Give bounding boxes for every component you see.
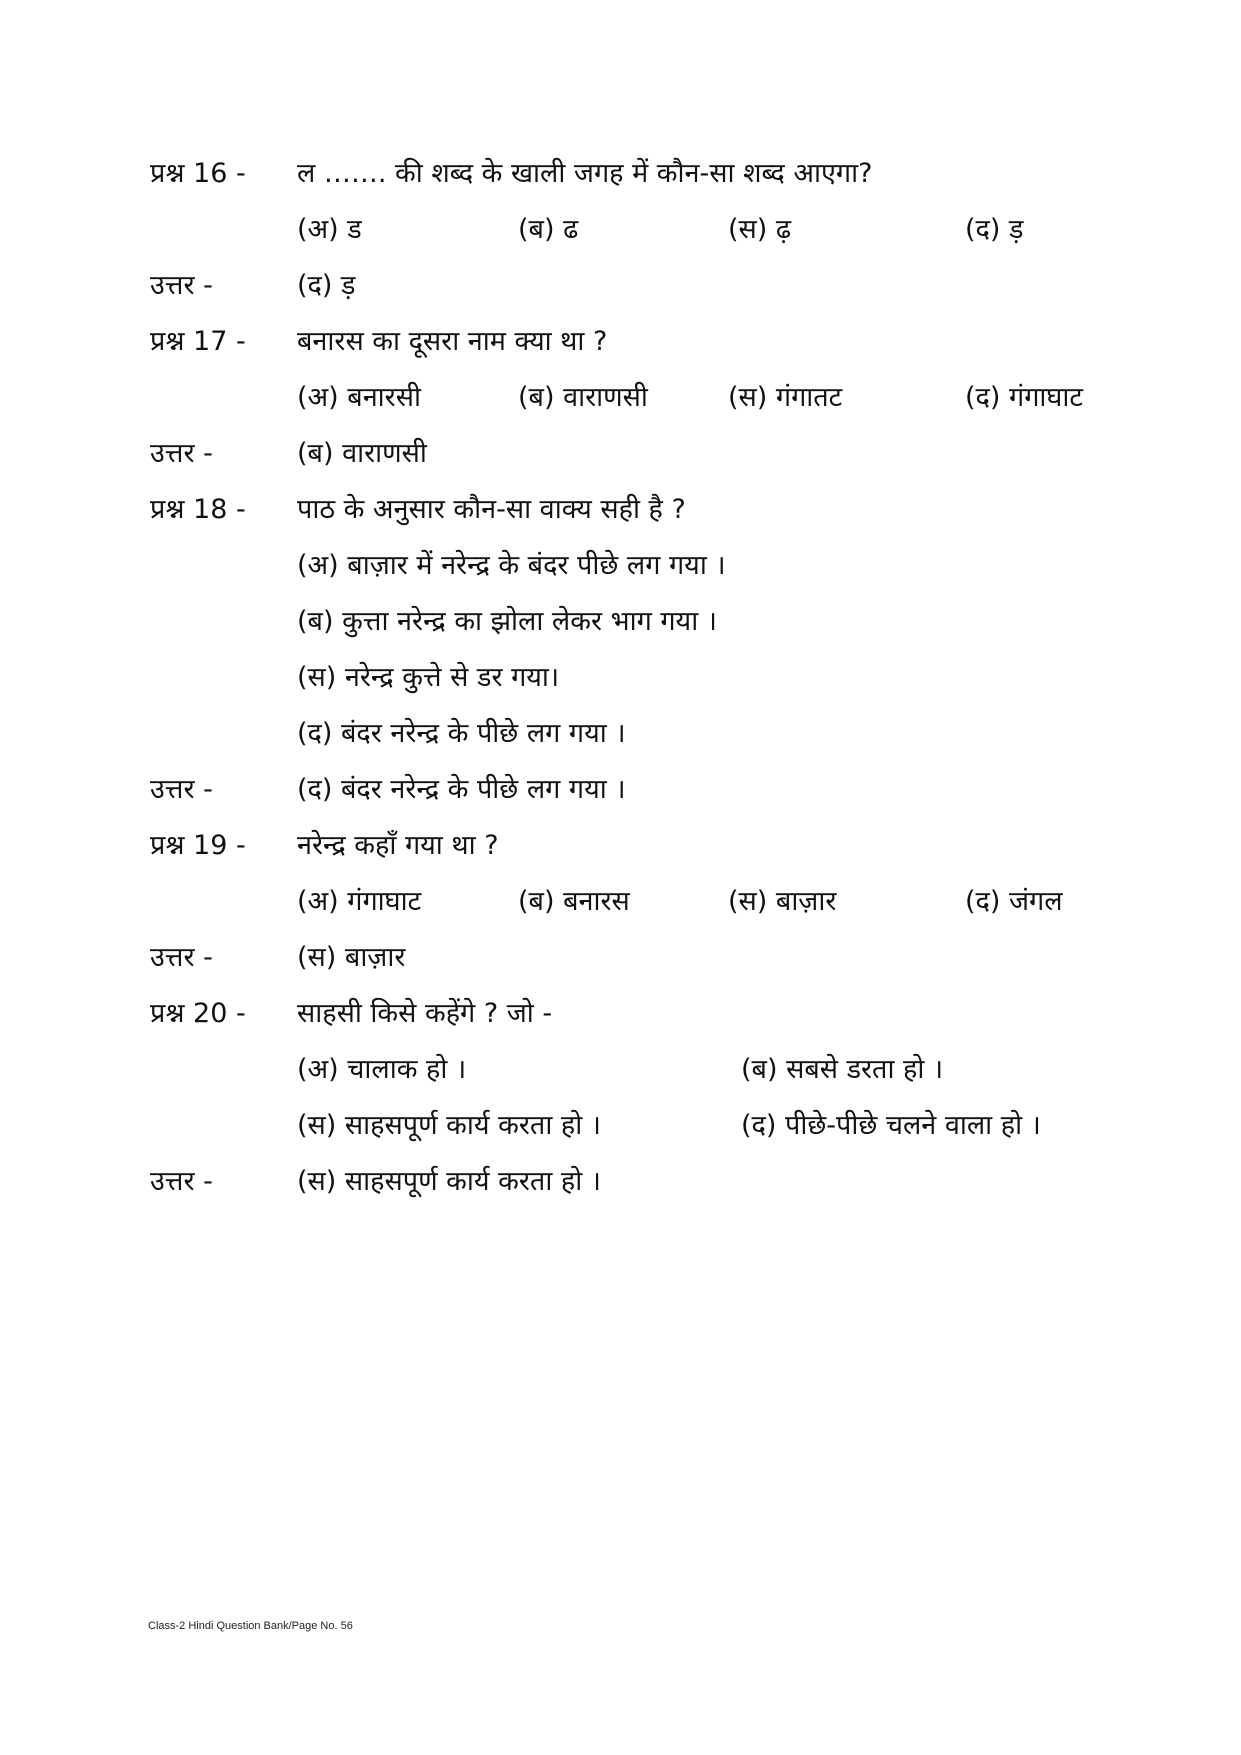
answer-label: उत्तर - [150,270,213,301]
question-text: साहसी किसे कहेंगे ? जो - [297,998,553,1029]
option-a: (अ) चालाक हो । [297,1054,467,1085]
question-text: पाठ के अनुसार कौन-सा वाक्य सही है ? [297,494,686,525]
option-a: (अ) बनारसी [297,382,421,413]
option-b: (ब) कुत्ता नरेन्द्र का झोला लेकर भाग गया । [297,606,718,637]
question-label: प्रश्न 17 - [150,326,246,357]
option-d: (द) जंगल [965,886,1063,917]
option-c: (स) नरेन्द्र कुत्ते से डर गया। [297,662,560,693]
question-17 [0,314,1241,370]
option-a: (अ) गंगाघाट [297,886,422,917]
option-d: (द) पीछे-पीछे चलने वाला हो । [741,1110,1041,1141]
options-row [0,1042,1241,1098]
option-row [0,538,1241,594]
options-row [0,1098,1241,1154]
option-b: (ब) सबसे डरता हो । [741,1054,944,1085]
answer-18 [0,762,1241,818]
option-c: (स) गंगातट [728,382,843,413]
answer-label: उत्तर - [150,1166,213,1197]
option-c: (स) ढ़ [728,214,792,245]
question-20 [0,986,1241,1042]
answer-16 [0,258,1241,314]
option-d: (द) बंदर नरेन्द्र के पीछे लग गया । [297,718,626,749]
option-a: (अ) ड [297,214,362,245]
option-row [0,706,1241,762]
option-a: (अ) बाज़ार में नरेन्द्र के बंदर पीछे लग गया । [297,550,726,581]
question-19 [0,818,1241,874]
options-row [0,874,1241,930]
answer-20 [0,1154,1241,1210]
option-row [0,594,1241,650]
option-d: (द) गंगाघाट [965,382,1083,413]
question-label: प्रश्न 20 - [150,998,246,1029]
answer-text: (स) साहसपूर्ण कार्य करता हो । [297,1166,602,1197]
answer-text: (द) बंदर नरेन्द्र के पीछे लग गया । [297,774,626,805]
answer-label: उत्तर - [150,774,213,805]
question-16 [0,146,1241,202]
option-c: (स) साहसपूर्ण कार्य करता हो । [297,1110,602,1141]
options-row [0,370,1241,426]
option-b: (ब) ढ [518,214,579,245]
answer-text: (स) बाज़ार [297,942,406,973]
answer-label: उत्तर - [150,942,213,973]
question-text: नरेन्द्र कहाँ गया था ? [297,830,499,861]
option-b: (ब) वाराणसी [518,382,648,413]
option-row [0,650,1241,706]
answer-text: (ब) वाराणसी [297,438,427,469]
question-text: बनारस का दूसरा नाम क्या था ? [297,326,608,357]
question-18 [0,482,1241,538]
answer-17 [0,426,1241,482]
question-text: ल ……. की शब्द के खाली जगह में कौन-सा शब्द आएगा? [297,158,873,189]
answer-19 [0,930,1241,986]
question-label: प्रश्न 16 - [150,158,246,189]
answer-text: (द) ड़ [297,270,356,301]
question-label: प्रश्न 19 - [150,830,246,861]
answer-label: उत्तर - [150,438,213,469]
question-label: प्रश्न 18 - [150,494,246,525]
option-c: (स) बाज़ार [728,886,837,917]
options-row [0,202,1241,258]
page-footer: Class-2 Hindi Question Bank/Page No. 56 [148,1620,353,1632]
option-b: (ब) बनारस [518,886,630,917]
option-d: (द) ड़ [965,214,1024,245]
